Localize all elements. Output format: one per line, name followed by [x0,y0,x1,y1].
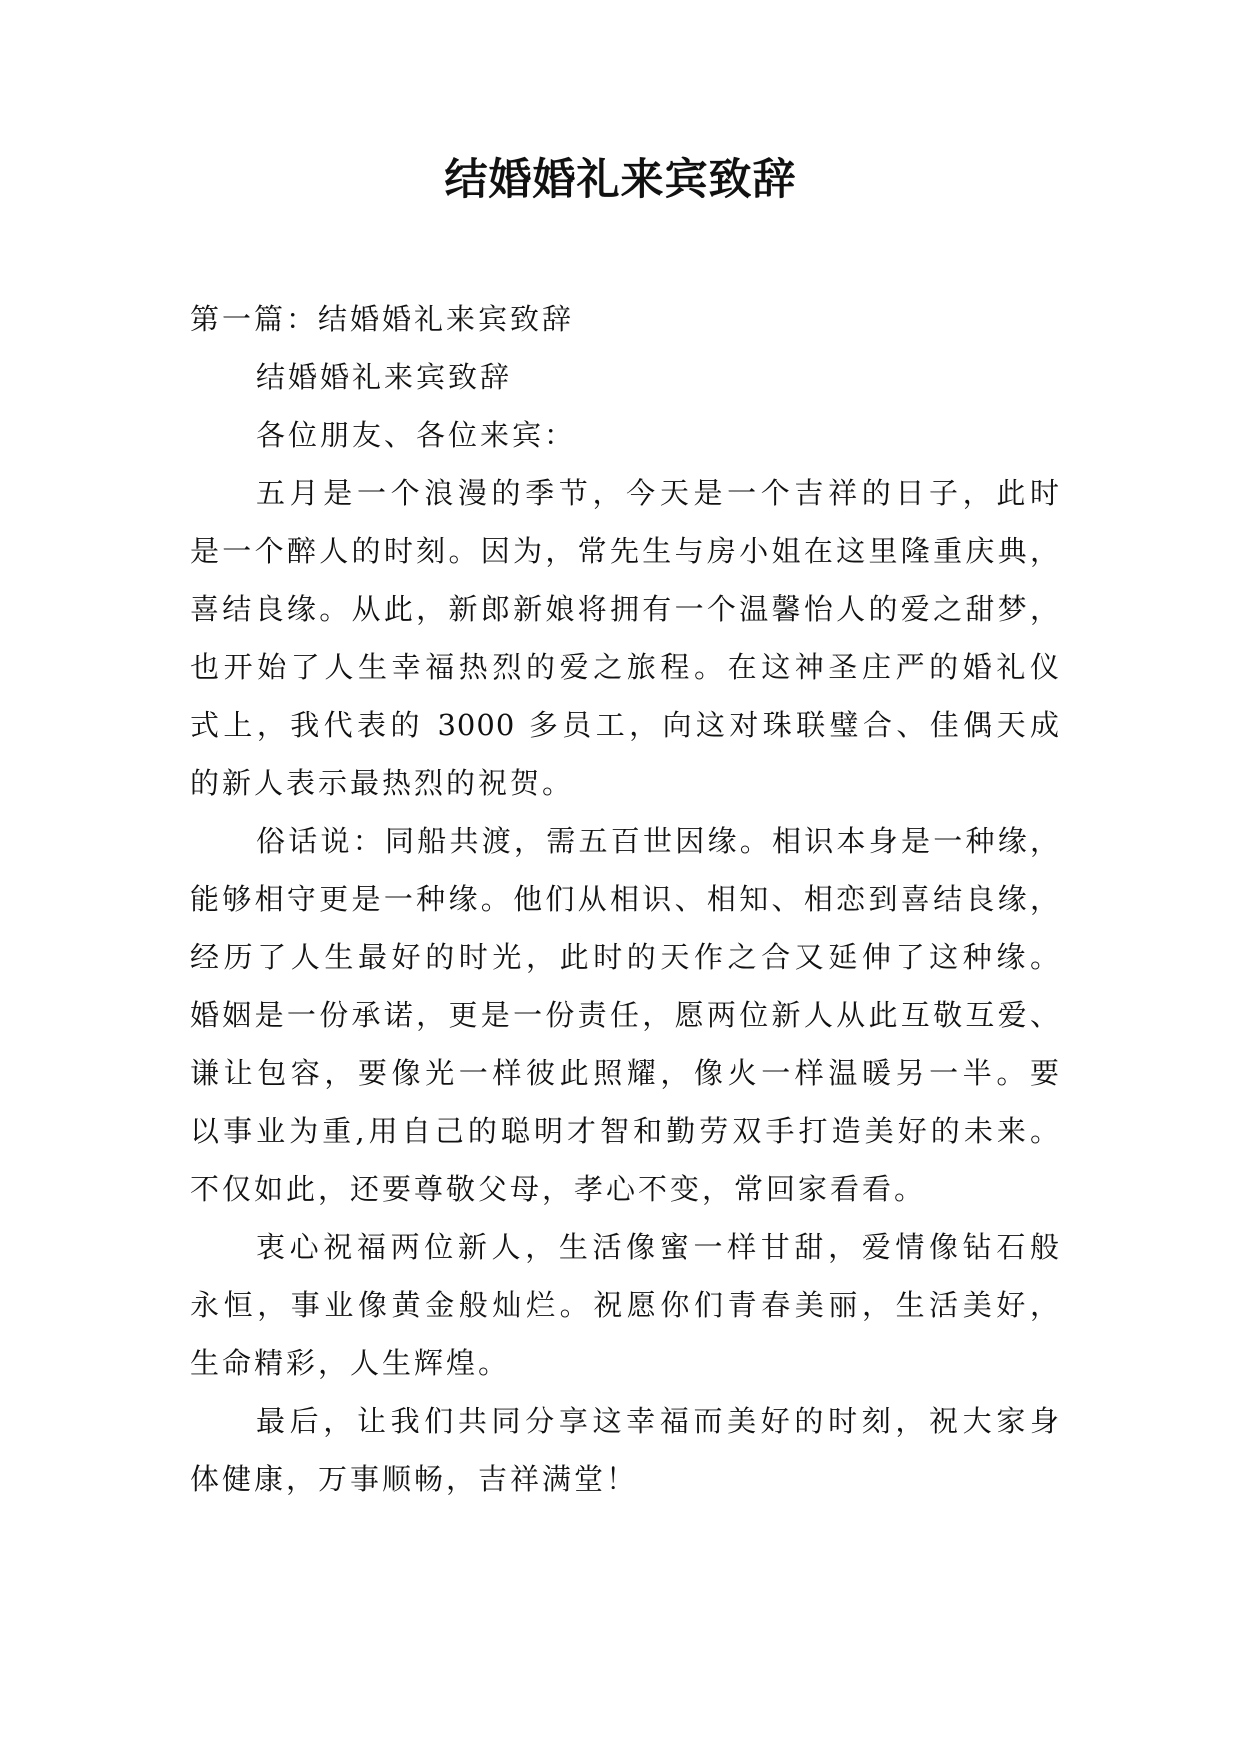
paragraph-line: 也开始了人生幸福热烈的爱之旅程。在这神圣庄严的婚礼仪 [190,650,1060,684]
paragraph-1 [190,464,1060,812]
paragraph-2 [190,812,1060,1218]
salutation: 各位朋友、各位来宾： [256,418,577,452]
paragraph-3 [190,1218,1060,1392]
paragraph-line: 婚姻是一份承诺，更是一份责任，愿两位新人从此互敬互爱、 [190,998,1060,1032]
paragraph-line: 能够相守更是一种缘。他们从相识、相知、相恋到喜结良缘， [190,882,1060,916]
paragraph-line: 体健康，万事顺畅，吉祥满堂！ [190,1462,639,1496]
paragraph-line: 喜结良缘。从此，新郎新娘将拥有一个温馨怡人的爱之甜梦， [190,592,1060,626]
paragraph-line: 永恒，事业像黄金般灿烂。祝愿你们青春美丽，生活美好， [190,1288,1060,1322]
paragraph-line: 不仅如此，还要尊敬父母，孝心不变，常回家看看。 [190,1172,927,1206]
paragraph-line: 是一个醉人的时刻。因为，常先生与房小姐在这里隆重庆典， [190,534,1060,568]
paragraph-line: 以事业为重,用自己的聪明才智和勤劳双手打造美好的未来。 [190,1114,1060,1148]
paragraph-line: 五月是一个浪漫的季节，今天是一个吉祥的日子，此时 [256,476,1060,510]
paragraph-line: 式上，我代表的 3000 多员工，向这对珠联璧合、佳偶天成 [190,708,1060,742]
paragraph-line: 经历了人生最好的时光，此时的天作之合又延伸了这种缘。 [190,940,1060,974]
speech-subtitle: 结婚婚礼来宾致辞 [256,360,513,394]
paragraph-line: 俗话说：同船共渡，需五百世因缘。相识本身是一种缘， [256,824,1060,858]
paragraph-line: 谦让包容，要像光一样彼此照耀，像火一样温暖另一半。要 [190,1056,1060,1090]
paragraph-line: 生命精彩，人生辉煌。 [190,1346,511,1380]
paragraph-line: 衷心祝福两位新人，生活像蜜一样甘甜，爱情像钻石般 [256,1230,1060,1264]
paragraph-4 [190,1392,1060,1508]
document-body [190,290,1060,1508]
document-title: 结婚婚礼来宾致辞 [444,155,797,205]
paragraph-line: 最后，让我们共同分享这幸福而美好的时刻，祝大家身 [256,1404,1060,1438]
paragraph-line: 的新人表示最热烈的祝贺。 [190,766,575,800]
chapter-heading: 第一篇：结婚婚礼来宾致辞 [190,302,575,336]
